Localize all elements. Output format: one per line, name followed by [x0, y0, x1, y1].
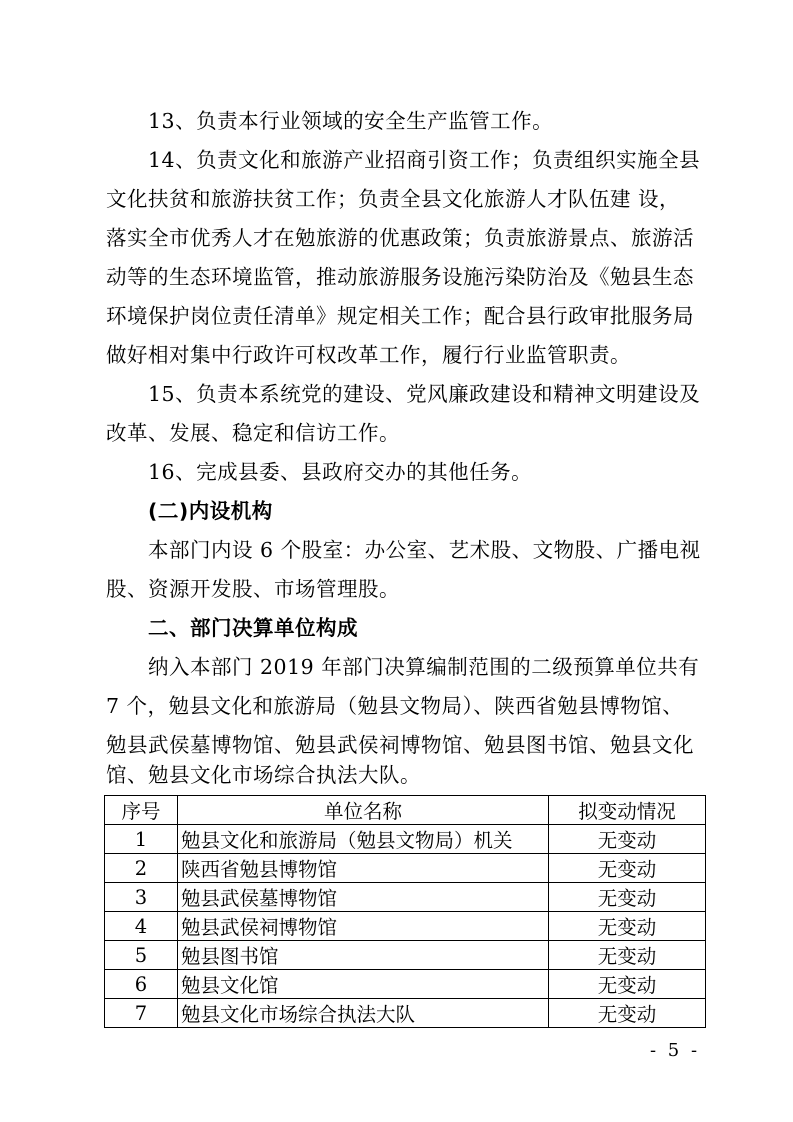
table-row — [105, 883, 706, 912]
paragraph-15-line-1: 15、负责本系统党的建设、党风廉政建设和精神文明建设及 — [148, 382, 701, 406]
row-change-status: 无变动 — [549, 970, 706, 999]
row-change-status: 无变动 — [549, 854, 706, 883]
table-row — [105, 825, 706, 854]
page-number: - 5 - — [650, 1040, 701, 1061]
section-composition-heading: 二、部门决算单位构成 — [148, 616, 358, 640]
paragraph-13: 13、负责本行业领域的安全生产监管工作。 — [148, 109, 554, 133]
header-unit-name: 单位名称 — [178, 796, 549, 825]
header-number: 序号 — [105, 796, 178, 825]
row-number: 2 — [105, 854, 178, 883]
row-unit-name: 勉县图书馆 — [178, 941, 549, 970]
paragraph-14-line-3: 落实全市优秀人才在勉旅游的优惠政策；负责旅游景点、旅游活 — [106, 226, 694, 250]
paragraph-14-line-2: 文化扶贫和旅游扶贫工作；负责全县文化旅游人才队伍建 设， — [106, 187, 681, 211]
table-row — [105, 941, 706, 970]
table-header-row — [105, 796, 706, 825]
unit-table — [104, 795, 706, 1028]
row-unit-name: 勉县武侯墓博物馆 — [178, 883, 549, 912]
section-composition-line-3: 勉县武侯墓博物馆、勉县武侯祠博物馆、勉县图书馆、勉县文化 — [106, 733, 694, 757]
row-number: 5 — [105, 941, 178, 970]
row-change-status: 无变动 — [549, 883, 706, 912]
paragraph-14-line-5: 环境保护岗位责任清单》规定相关工作；配合县行政审批服务局 — [106, 304, 694, 328]
paragraph-16: 16、完成县委、县政府交办的其他任务。 — [148, 460, 533, 484]
row-change-status: 无变动 — [549, 912, 706, 941]
table-row — [105, 912, 706, 941]
row-unit-name: 勉县武侯祠博物馆 — [178, 912, 549, 941]
section-internal-line-2: 股、资源开发股、市场管理股。 — [106, 577, 400, 601]
section-composition-line-1: 纳入本部门 2019 年部门决算编制范围的二级预算单位共有 — [148, 655, 700, 679]
header-change-status: 拟变动情况 — [549, 796, 706, 825]
paragraph-14-line-4: 动等的生态环境监管，推动旅游服务设施污染防治及《勉县生态 — [106, 265, 694, 289]
section-composition-line-4: 馆、勉县文化市场综合执法大队。 — [106, 763, 421, 787]
paragraph-15-line-2: 改革、发展、稳定和信访工作。 — [106, 421, 400, 445]
row-unit-name: 勉县文化和旅游局（勉县文物局）机关 — [178, 825, 549, 854]
paragraph-14-line-1: 14、负责文化和旅游产业招商引资工作；负责组织实施全县 — [148, 148, 701, 172]
row-change-status: 无变动 — [549, 999, 706, 1028]
row-change-status: 无变动 — [549, 825, 706, 854]
row-number: 3 — [105, 883, 178, 912]
row-number: 4 — [105, 912, 178, 941]
row-number: 6 — [105, 970, 178, 999]
row-number: 7 — [105, 999, 178, 1028]
section-internal-line-1: 本部门内设 6 个股室：办公室、艺术股、文物股、广播电视 — [148, 538, 701, 562]
row-number: 1 — [105, 825, 178, 854]
row-unit-name: 勉县文化馆 — [178, 970, 549, 999]
table-row — [105, 970, 706, 999]
section-internal-heading: (二)内设机构 — [148, 499, 273, 523]
section-composition-line-2: 7 个，勉县文化和旅游局（勉县文物局）、陕西省勉县博物馆、 — [106, 694, 684, 718]
paragraph-14-line-6: 做好相对集中行政许可权改革工作，履行行业监管职责。 — [106, 343, 631, 367]
table-row — [105, 999, 706, 1028]
row-change-status: 无变动 — [549, 941, 706, 970]
table-row — [105, 854, 706, 883]
row-unit-name: 陕西省勉县博物馆 — [178, 854, 549, 883]
row-unit-name: 勉县文化市场综合执法大队 — [178, 999, 549, 1028]
